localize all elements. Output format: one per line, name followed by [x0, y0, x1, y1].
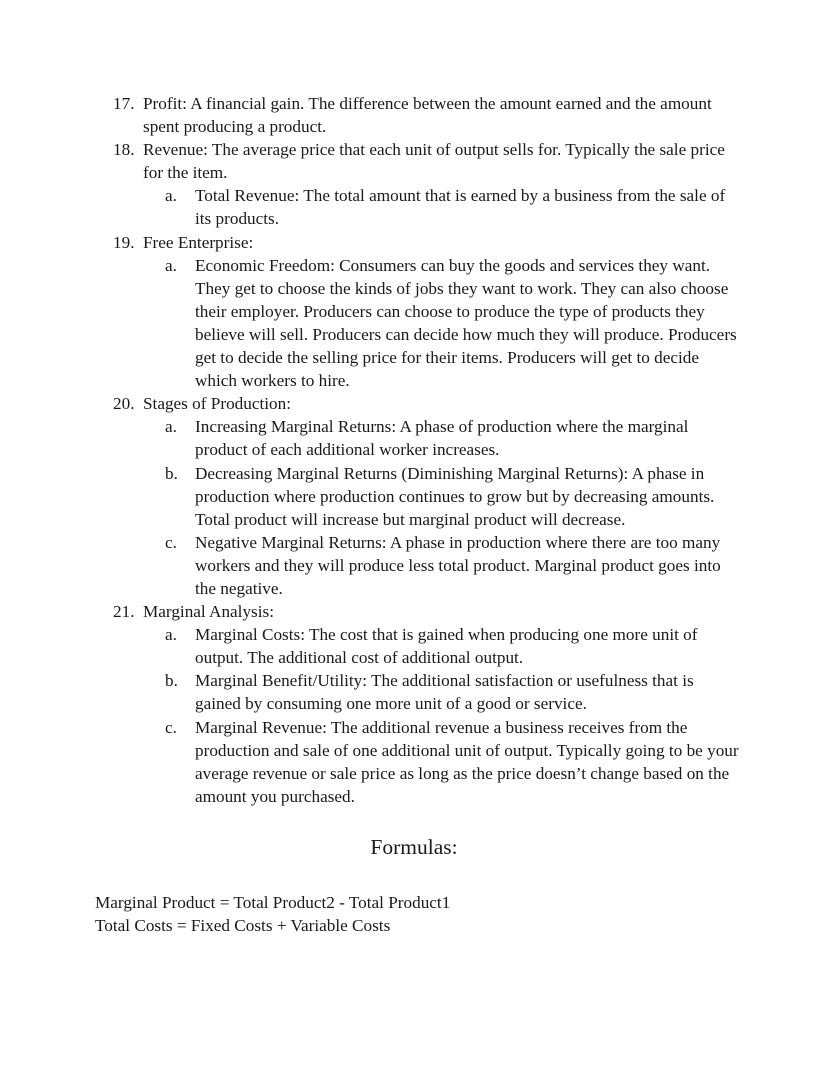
sub-list-item-text: Economic Freedom: Consumers can buy the goods and services they want. They get to choose the kinds of jobs they want to work. They can also choose their employer. Producers can choose to produce the type of products they believe will sell. Producers can decide how much they will produce. Producers get to decide the selling price for their items. Producers will get to decide which workers to hire. — [195, 255, 737, 391]
sub-list-marker: a. — [165, 186, 177, 206]
list-item-text: Profit: A financial gain. The difference between the amount earned and the amount spent producing a product. — [143, 94, 712, 137]
sub-list-item-text: Negative Marginal Returns: A phase in production where there are too many workers and they will produce less total product. Marginal product goes into the negative. — [195, 532, 721, 598]
list-item — [95, 92, 740, 138]
sub-list-item — [143, 462, 740, 531]
sub-list-item — [143, 623, 740, 669]
list-marker: 21. — [113, 602, 135, 622]
sub-list — [143, 623, 740, 808]
sub-list — [143, 254, 740, 393]
sub-list-item-text: Marginal Costs: The cost that is gained when producing one more unit of output. The additional cost of additional output. — [195, 625, 698, 668]
list-marker: 19. — [113, 232, 135, 252]
list-item — [95, 392, 740, 600]
sub-list-item — [143, 254, 740, 393]
sub-list-item-text: Decreasing Marginal Returns (Diminishing Marginal Returns): A phase in production where production continues to grow but by decreasing amounts. Total product will increase but marginal product will decrease. — [195, 463, 715, 529]
formula-line: Marginal Product = Total Product2 - Total Product1 — [95, 893, 451, 912]
list-marker: 17. — [113, 94, 135, 113]
sub-list-item — [143, 531, 740, 600]
list-item-text: Stages of Production: — [143, 394, 291, 414]
sub-list — [143, 184, 740, 230]
list-item-text: Free Enterprise: — [143, 232, 254, 252]
sub-list — [143, 415, 740, 600]
sub-list-marker: c. — [165, 717, 177, 737]
sub-list-item-text: Total Revenue: The total amount that is earned by a business from the sale of its products. — [195, 186, 726, 229]
sub-list-item-text: Marginal Benefit/Utility: The additional satisfaction or usefulness that is gained by consuming one more unit of a good or service. — [195, 671, 694, 714]
sub-list-marker: a. — [165, 255, 177, 275]
sub-list-item — [143, 669, 740, 715]
sub-list-marker: b. — [165, 671, 178, 691]
sub-list-item-text: Marginal Revenue: The additional revenue a business receives from the production and sale of one additional unit of output. Typically going to be your average revenue or sale price as long as the price doesn’t change based on the amount you purchased. — [195, 717, 739, 806]
list-item-text: Marginal Analysis: — [143, 602, 274, 622]
sub-list-marker: a. — [165, 417, 177, 437]
formula-line: Total Costs = Fixed Costs + Variable Costs — [95, 916, 391, 936]
sub-list-item-text: Increasing Marginal Returns: A phase of production where the marginal product of each additional worker increases. — [195, 417, 689, 460]
sub-list-marker: c. — [165, 532, 177, 552]
formulas-list — [95, 891, 745, 937]
list-item — [95, 138, 740, 230]
sub-list-item — [143, 415, 740, 461]
sub-list-marker: b. — [165, 463, 178, 483]
list-item — [95, 600, 740, 808]
list-item — [95, 231, 740, 393]
list-marker: 20. — [113, 394, 139, 414]
sub-list-marker: a. — [165, 625, 177, 645]
sub-list-item — [143, 184, 740, 230]
formulas-heading: Formulas: — [370, 835, 458, 859]
sub-list-item — [143, 716, 740, 808]
list-marker: 18. — [113, 140, 135, 160]
outline-list — [95, 92, 740, 808]
list-item-text: Revenue: The average price that each unit of output sells for. Typically the sale price for the item. — [143, 140, 725, 183]
